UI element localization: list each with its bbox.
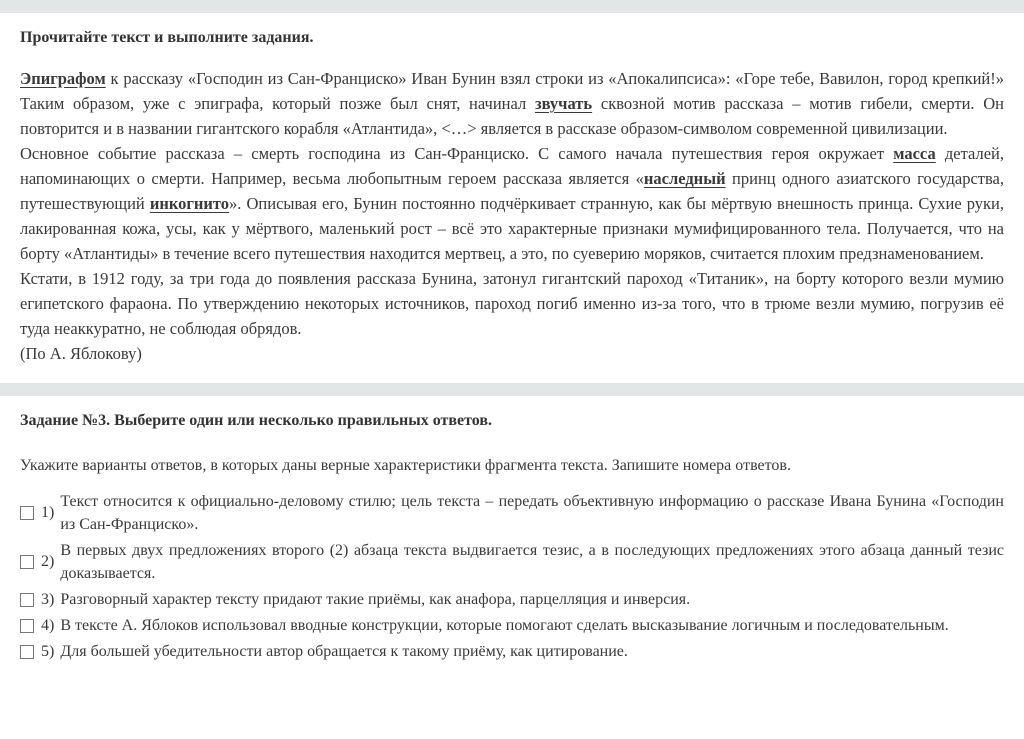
underlined-term: наследный (643, 169, 726, 188)
instruction-heading: Прочитайте текст и выполните задания. (20, 29, 314, 46)
passage-paragraph-2 (20, 141, 1004, 266)
reading-section (0, 29, 1024, 366)
underlined-term: масса (893, 144, 936, 163)
passage-paragraph-3 (20, 266, 1004, 341)
underlined-term: инкогнито (149, 194, 230, 213)
option-number: 1) (41, 504, 55, 521)
option-number: 5) (41, 642, 55, 660)
passage-attribution (20, 341, 1004, 366)
answer-options (20, 490, 1004, 663)
option-number: 3) (41, 590, 55, 608)
text-segment: ». Описывая его, Бунин постоянно подчёркивает странную, как бы мёртвую внешность принца. Сухие руки, лакированная кожа, усы, как у мёртвого, маленький рост – всё это характерные признаки мумифицированного тела. Получается, что на борту «Атлантиды» в течение всего путешествия находится мертвец, а это, по суеверию моряков, считается плохим предзнаменованием. (20, 194, 1004, 263)
text-segment: (По А. Яблокову) (20, 344, 142, 363)
text-segment: деталей, напоминающих о смерти. Например, весьма любопытным героем рассказа является « (20, 144, 1004, 188)
option-text: Разговорный характер тексту придают такие приёмы, как анафора, парцелляция и инверсия. (60, 591, 691, 608)
option-number: 4) (41, 616, 55, 634)
option-text: Текст относится к официально-деловому стилю; цель текста – передать объективную информацию о рассказе Ивана Бунина «Господин из Сан-Франциско». (60, 493, 1004, 533)
task-section (0, 412, 1024, 663)
top-band (0, 0, 1024, 13)
answer-option-4[interactable] (20, 614, 1004, 637)
passage-paragraph-1 (20, 66, 1004, 141)
task-heading: Задание №3. Выберите один или несколько правильных ответов. (20, 412, 493, 429)
option-5-checkbox[interactable] (20, 645, 34, 659)
option-4-checkbox[interactable] (20, 619, 34, 633)
passage (20, 66, 1004, 366)
section-divider (0, 383, 1024, 396)
option-1-checkbox[interactable] (20, 506, 34, 520)
option-text: В первых двух предложениях второго (2) абзаца текста выдвигается тезис, а в последующих предложениях этого абзаца данный тезис доказывается. (60, 542, 1004, 582)
underlined-term: Эпиграфом (20, 69, 106, 88)
answer-option-3[interactable] (20, 588, 1004, 611)
text-segment: принц одного азиатского государства, путешествующий (20, 169, 1005, 213)
text-segment: к рассказу «Господин из Сан-Франциско» Иван Бунин взял строки из «Апокалипсиса»: «Горе тебе, Вавилон, город крепкий!» Таким образом, уже с эпиграфа, который позже был снят, начинал (20, 69, 1004, 113)
option-text: Для большей убедительности автор обращается к такому приёму, как цитирование. (60, 643, 628, 660)
text-segment: Кстати, в 1912 году, за три года до появления рассказа Бунина, затонул гигантский пароход «Титаник», на борту которого везли мумию египетского фараона. По утверждению некоторых источников, пароход погиб именно из-за того, что в трюме везли мумию, погрузив её туда неаккуратно, не соблюдая обрядов. (20, 269, 1004, 338)
text-segment: Основное событие рассказа – смерть господина из Сан-Франциско. С самого начала путешествия героя окружает (20, 144, 894, 163)
option-2-checkbox[interactable] (20, 555, 34, 569)
option-text: В тексте А. Яблоков использовал вводные конструкции, которые помогают сделать высказывание логичным и последовательным. (60, 617, 949, 634)
task-prompt: Укажите варианты ответов, в которых даны верные характеристики фрагмента текста. Запишите номера ответов. (20, 457, 791, 474)
answer-option-1[interactable] (20, 490, 1004, 536)
option-3-checkbox[interactable] (20, 593, 34, 607)
answer-option-5[interactable] (20, 640, 1004, 663)
underlined-term: звучать (534, 94, 593, 113)
text-segment: сквозной мотив рассказа – мотив гибели, смерти. Он повторится и в названии гигантского корабля «Атлантида», <…> является в рассказе образом-символом современной цивилизации. (20, 94, 1005, 138)
answer-option-2[interactable] (20, 539, 1004, 585)
option-number: 2) (41, 553, 55, 570)
